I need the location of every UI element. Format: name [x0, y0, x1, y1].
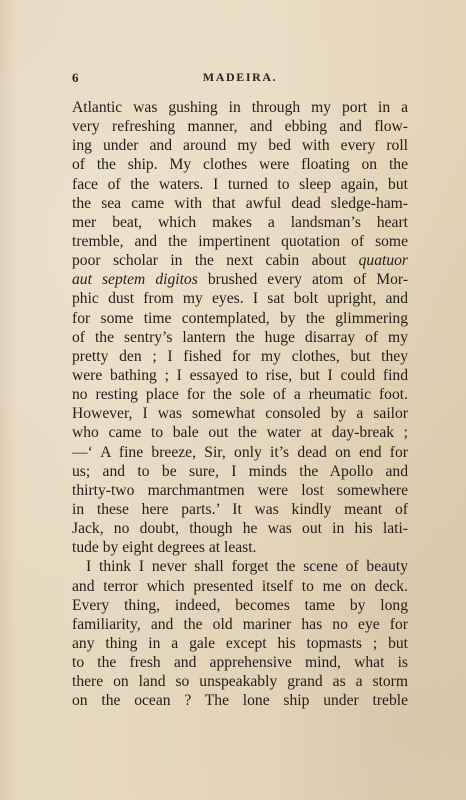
text-line: familiarity, and the old mariner has no eye for	[72, 615, 408, 633]
page-number: 6	[72, 70, 79, 85]
text-line: the sea came with that awful dead sledge-ham-	[72, 194, 408, 212]
text-line: Atlantic was gushing in through my port in a	[72, 99, 408, 116]
text-line: of the sentry’s lantern the huge disarray of my	[72, 328, 408, 346]
text-line: very refreshing manner, and ebbing and flow-	[72, 118, 408, 136]
text-line: However, I was somewhat consoled by a sailor	[72, 405, 408, 423]
body-text	[72, 98, 408, 711]
text-line: no resting place for the sole of a rheumatic foot.	[72, 386, 408, 404]
italic-quotation: quatuor	[358, 252, 408, 270]
text-line: tremble, and the impertinent quotation of some	[72, 232, 408, 250]
text-line: who came to bale out the water at day-break ;	[72, 424, 408, 442]
page-header	[72, 70, 408, 90]
text-line: pretty den ; I fished for my clothes, but they	[72, 347, 408, 365]
text-line: on the ocean ? The lone ship under treble	[72, 692, 408, 710]
text-line: thirty-two marchmantmen were lost somewhere	[72, 481, 408, 499]
text-line: tude by eight degrees at least.	[72, 539, 257, 557]
text-line: for some time contemplated, by the glimmering	[72, 309, 408, 327]
text-line: to the fresh and apprehensive mind, what is	[72, 654, 408, 672]
text-line: mer beat, which makes a landsman’s heart	[72, 213, 408, 231]
text-line: phic dust from my eyes. I sat bolt upright, and	[72, 290, 408, 308]
text-line: were bathing ; I essayed to rise, but I could find	[72, 366, 408, 384]
text-line: ing under and around my bed with every roll	[72, 137, 408, 155]
text-fragment: brushed every atom of Mor-	[207, 271, 409, 289]
text-line: Every thing, indeed, becomes tame by long	[72, 596, 408, 614]
text-line	[72, 251, 408, 270]
text-line: in these here parts.’ It was kindly meant of	[72, 500, 408, 518]
text-fragment: poor scholar in the next cabin about	[72, 252, 347, 270]
text-line	[72, 270, 408, 289]
text-line: us; and to be sure, I minds the Apollo and	[72, 462, 408, 480]
running-head: MADEIRA.	[202, 70, 278, 84]
text-line: there on land so unspeakably grand as a storm	[72, 673, 408, 691]
text-line: of the ship. My clothes were floating on the	[72, 156, 408, 174]
text-line: Jack, no doubt, though he was out in his lati-	[72, 520, 408, 538]
text-line: I think I never shall forget the scene of beauty	[86, 558, 408, 576]
text-line: and terror which presented itself to me on deck.	[72, 577, 408, 595]
text-line: any thing in a gale except his topmasts ; but	[72, 634, 408, 652]
text-line: face of the waters. I turned to sleep again, but	[72, 175, 408, 193]
italic-quotation: aut septem digitos	[72, 271, 198, 289]
text-line: —‘ A fine breeze, Sir, only it’s dead on end for	[72, 443, 408, 461]
